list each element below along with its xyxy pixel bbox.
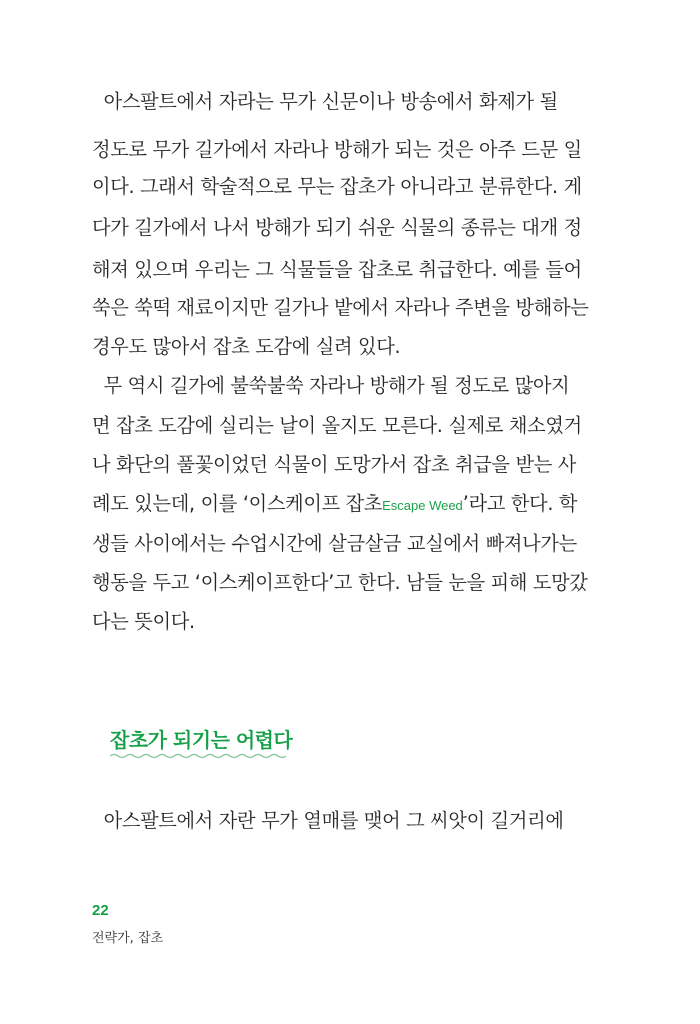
section-heading: 잡초가 되기는 어렵다 [110,728,293,752]
paragraph-2-line-4-after: ’라고 한다. 학 [462,492,578,515]
paragraph-2-line-5: 생들 사이에서는 수업시간에 살금살금 교실에서 빠져나가는 [92,532,577,555]
page-number: 22 [92,902,109,919]
paragraph-2-line-4-before: 례도 있는데, 이를 ‘이스케이프 잡초 [92,492,383,515]
paragraph-3-line-1: 아스팔트에서 자란 무가 열매를 맺어 그 씨앗이 길거리에 [92,809,564,832]
paragraph-1-line-3: 이다. 그래서 학술적으로 무는 잡초가 아니라고 분류한다. 게 [92,175,582,198]
paragraph-2-line-7: 다는 뜻이다. [92,610,195,633]
paragraph-1-line-7: 경우도 많아서 잡초 도감에 실려 있다. [92,335,401,358]
paragraph-1-line-1: 아스팔트에서 자라는 무가 신문이나 방송에서 화제가 될 [92,90,558,113]
paragraph-2-line-1: 무 역시 길가에 불쑥불쑥 자라나 방해가 될 정도로 많아지 [92,374,570,397]
paragraph-1-line-6: 쑥은 쑥떡 재료이지만 길가나 밭에서 자라나 주변을 방해하는 [92,296,589,319]
paragraph-2-line-6: 행동을 두고 ‘이스케이프한다’고 한다. 남들 눈을 피해 도망갔 [92,571,588,594]
escape-weed-term: Escape Weed [382,498,463,513]
heading-wavy-underline [110,752,286,760]
book-title: 전략가, 잡초 [92,931,164,946]
paragraph-2-line-3: 나 화단의 풀꽃이었던 식물이 도망가서 잡초 취급을 받는 사 [92,453,577,476]
paragraph-2-line-2: 면 잡초 도감에 실리는 날이 올지도 모른다. 실제로 채소였거 [92,414,582,437]
paragraph-1-line-4: 다가 길가에서 나서 방해가 되기 쉬운 식물의 종류는 대개 정 [92,216,582,239]
paragraph-1-line-5: 해져 있으며 우리는 그 식물들을 잡초로 취급한다. 예를 들어 [92,258,582,281]
paragraph-2-line-4 [92,490,578,518]
paragraph-1-line-2: 정도로 무가 길가에서 자라나 방해가 되는 것은 아주 드문 일 [92,138,582,161]
